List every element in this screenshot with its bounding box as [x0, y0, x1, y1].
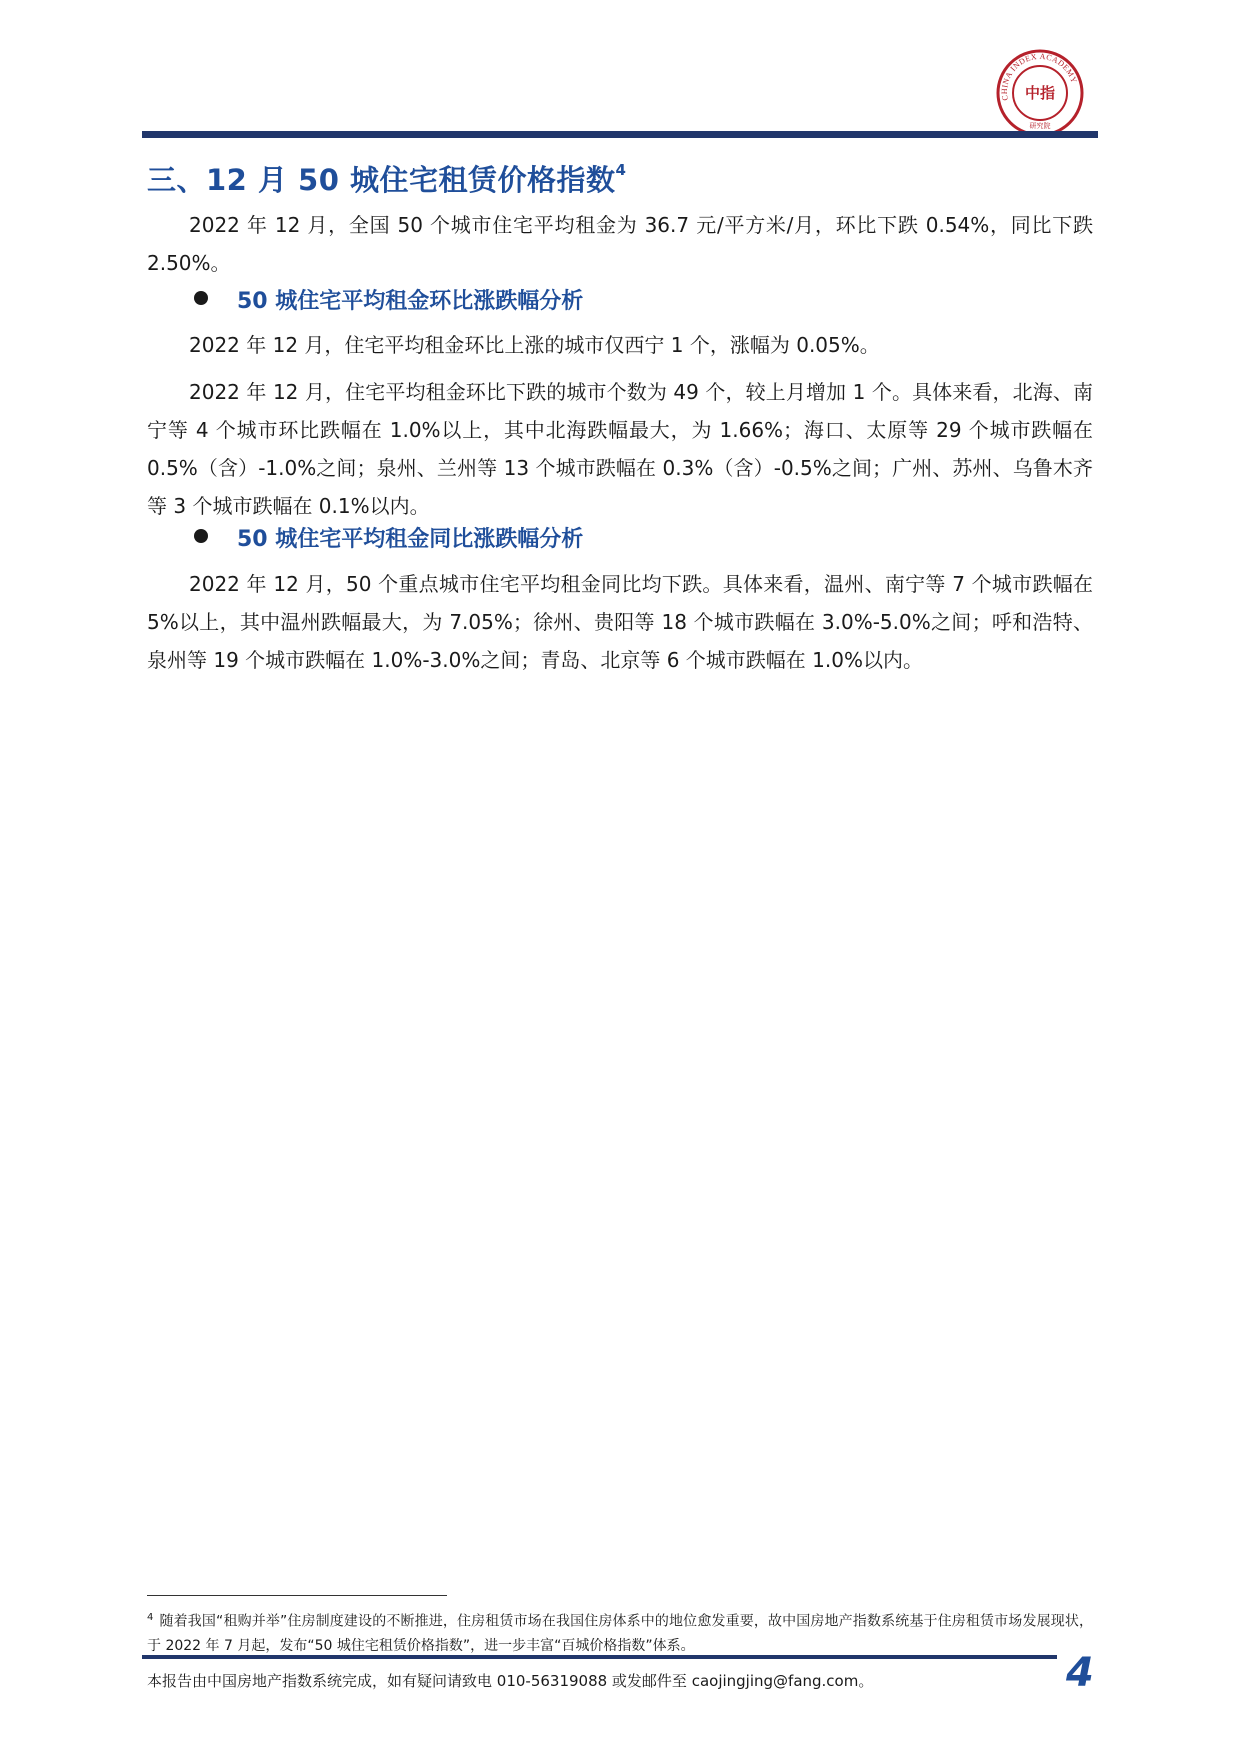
mom-down-paragraph: 2022 年 12 月，住宅平均租金环比下跌的城市个数为 49 个，较上月增加 1 个。具体来看，北海、南宁等 4 个城市环比跌幅在 1.0%以上，其中北海跌幅最大，为 1.66%；海口、太原等 29 个城市跌幅在 0.5%（含）-1.0%之间；泉州、兰州等 13 个城市跌幅在 0.3%（含）-0.5%之间；广州、苏州、乌鲁木齐等 3 个城市跌幅在 0.1%以内。 [147, 380, 1093, 518]
bullet-heading-mom-text: 50 城住宅平均租金环比涨跌幅分析 [237, 289, 584, 314]
footnote [147, 1606, 1093, 1658]
bullet-heading-yoy [194, 522, 583, 553]
footer-rule [142, 1655, 1057, 1659]
header-rule [142, 131, 1098, 138]
bullet-dot-icon [194, 291, 208, 305]
bullet-dot-icon [194, 529, 208, 543]
logo-ring-text: CHINA INDEX ACADEMY [999, 51, 1079, 102]
bullet-heading-mom [194, 284, 583, 315]
footer-contact: 本报告由中国房地产指数系统完成，如有疑问请致电 010-56319088 或发邮件至 caojingjing@fang.com。 [147, 1672, 874, 1690]
academy-logo [995, 48, 1085, 138]
yoy-paragraph: 2022 年 12 月，50 个重点城市住宅平均租金同比均下跌。具体来看，温州、南宁等 7 个城市跌幅在 5%以上，其中温州跌幅最大，为 7.05%；徐州、贵阳等 18 个城市跌幅在 3.0%-5.0%之间；呼和浩特、泉州等 19 个城市跌幅在 1.0%-3.0%之间；青岛、北京等 6 个城市跌幅在 1.0%以内。 [147, 572, 1093, 672]
bullet-heading-yoy-text: 50 城住宅平均租金同比涨跌幅分析 [237, 527, 584, 552]
intro-paragraph: 2022 年 12 月，全国 50 个城市住宅平均租金为 36.7 元/平方米/月，环比下跌 0.54%，同比下跌 2.50%。 [147, 213, 1093, 275]
footnote-rule [147, 1595, 447, 1596]
section-title [147, 158, 626, 199]
page-number: 4 [1066, 1650, 1094, 1696]
logo-center-text: 中指 [1024, 84, 1056, 102]
logo-bottom-text: 研究院 [1029, 122, 1051, 130]
mom-up-paragraph: 2022 年 12 月，住宅平均租金环比上涨的城市仅西宁 1 个，涨幅为 0.05%。 [189, 333, 880, 357]
section-title-text: 三、12 月 50 城住宅租赁价格指数 [147, 163, 616, 197]
footnote-text: 随着我国“租购并举”住房制度建设的不断推进，住房租赁市场在我国住房体系中的地位愈发重要，故中国房地产指数系统基于住房租赁市场发展现状，于 2022 年 7 月起，发布“50 城住宅租赁价格指数”，进一步丰富“百城价格指数”体系。 [147, 1613, 1093, 1654]
footnote-ref[interactable]: 4 [615, 161, 627, 180]
footnote-marker: 4 [147, 1612, 154, 1623]
